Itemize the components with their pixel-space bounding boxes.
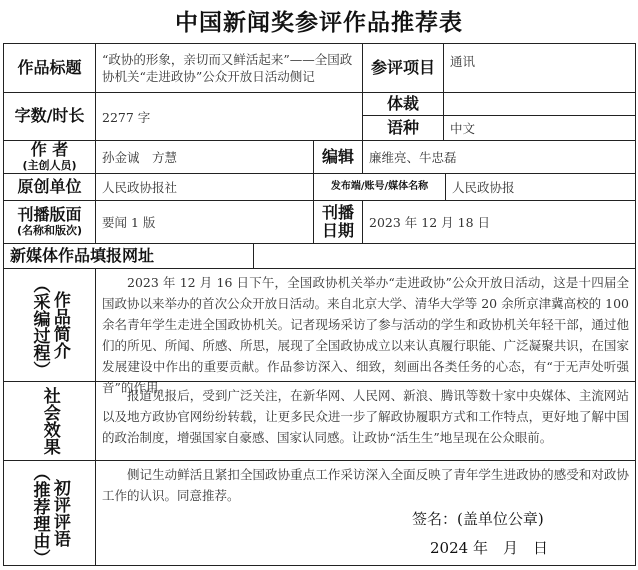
effect-value: 报道见报后，受到广泛关注，在新华网、人民网、新浪、腾讯等数十家中央媒体、主流网站以及地方政协官网纷纷转载，让更多民众进一步了解政协履职方式和工作特点，更好地了解中国的政治制度，增强国家自豪感、国家认同感。让政协“活生生”地呈现在公众眼前。 bbox=[95, 381, 636, 461]
intro-value: 2023 年 12 月 16 日下午，全国政协机关举办“走进政协”公众开放日活动，这是十四届全国政协以来举办的首次公众开放日活动。来自北京大学、清华大学等 20 余所京津冀高校的 100 余名青年学生走进全国政协机关。记者现场采访了参与活动的学生和政协机关年轻干部，通过他们的所见、所闻、所感、所思，展现了全国政协成立以来认真履行职能、广泛凝聚共识，在国家发展建设中作出的重要贡献。作品参访深入、细致，刻画出各类任务的心态，有“于无声处听强音”的作用。 bbox=[95, 268, 636, 382]
review-value: 侧记生动鲜活且紧扣全国政协重点工作采访深入全面反映了青年学生进政协的感受和对政协工作的认识。同意推荐。 bbox=[95, 460, 636, 566]
author-label: 作 者 bbox=[30, 140, 69, 160]
work-title-label: 作品标题 bbox=[3, 43, 96, 93]
publisher-value: 人民政协报 bbox=[445, 173, 636, 201]
page-sublabel: (名称和版次) bbox=[16, 223, 83, 237]
genre-value bbox=[443, 92, 636, 116]
genre-label: 体裁 bbox=[362, 92, 444, 116]
intro-label: 作品简介（采编过程） bbox=[29, 276, 70, 378]
author-label-cell bbox=[3, 140, 96, 174]
editor-label: 编辑 bbox=[313, 140, 363, 174]
unit-value: 人民政协报社 bbox=[95, 173, 314, 201]
url-label: 新媒体作品填报网址 bbox=[3, 243, 254, 269]
intro-label-cell bbox=[3, 268, 96, 382]
page-label-cell bbox=[3, 200, 96, 244]
author-sublabel: (主创人员) bbox=[22, 158, 77, 172]
review-label-cell bbox=[3, 460, 96, 566]
page-label: 刊播版面 bbox=[17, 205, 82, 225]
sign-date: 2024 年 月 日 bbox=[430, 539, 548, 557]
editor-value: 廉维亮、牛忠磊 bbox=[362, 140, 636, 174]
review-label: 初评评语（推荐理由） bbox=[29, 464, 70, 566]
length-label: 字数/时长 bbox=[3, 92, 96, 141]
category-label: 参评项目 bbox=[362, 43, 444, 93]
category-value: 通讯 bbox=[443, 43, 636, 93]
form-title: 中国新闻奖参评作品推荐表 bbox=[175, 10, 463, 36]
author-value: 孙金诚 方慧 bbox=[95, 140, 314, 174]
url-value bbox=[253, 243, 636, 269]
effect-label: 社会效果 bbox=[39, 387, 60, 455]
date-label: 刊播日期 bbox=[313, 200, 363, 244]
signature-line: 签名：(盖单位公章) bbox=[412, 510, 544, 528]
unit-label: 原创单位 bbox=[3, 173, 96, 201]
language-label: 语种 bbox=[362, 115, 444, 141]
page-value: 要闻 1 版 bbox=[95, 200, 314, 244]
date-value: 2023 年 12 月 18 日 bbox=[362, 200, 636, 244]
effect-label-cell bbox=[3, 381, 96, 461]
language-value: 中文 bbox=[443, 115, 636, 141]
length-value: 2277 字 bbox=[95, 92, 363, 141]
work-title-value: “政协的形象，亲切而又鲜活起来”——全国政协机关“走进政协”公众开放日活动侧记 bbox=[95, 43, 363, 93]
publisher-label: 发布端/账号/媒体名称 bbox=[313, 173, 446, 201]
